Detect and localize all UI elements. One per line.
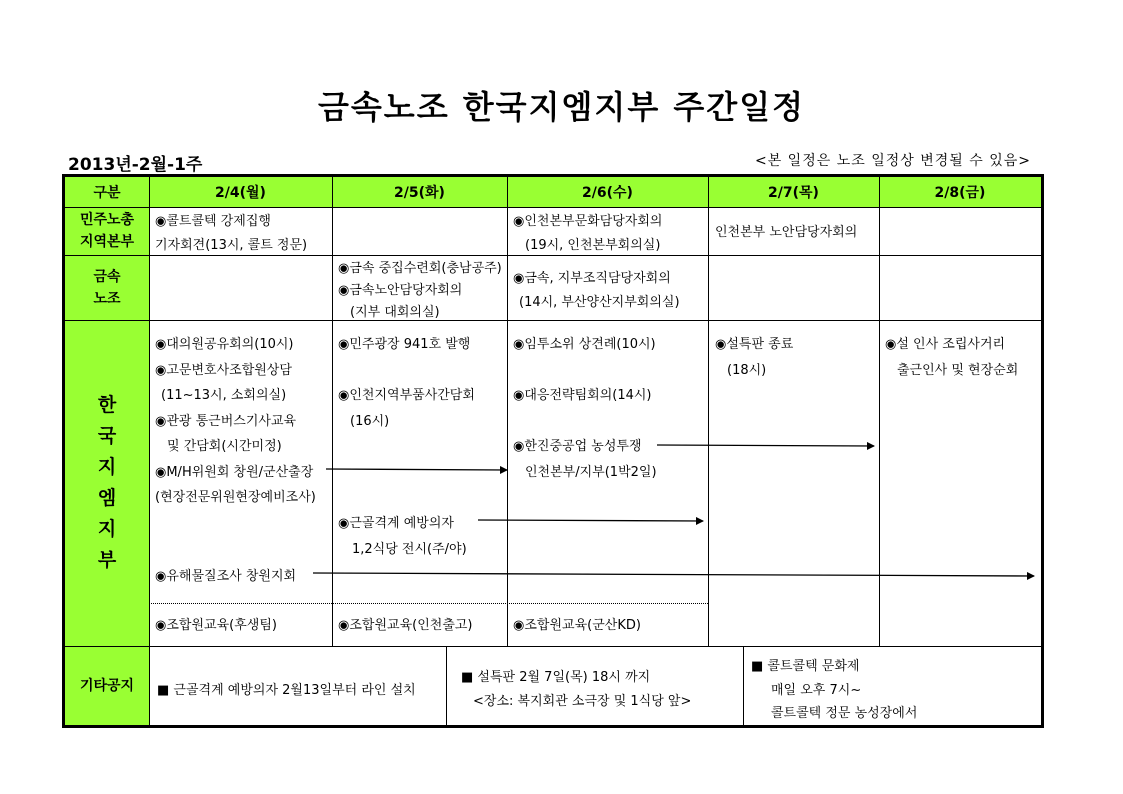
event-text: 및 간담회(시간미정)	[167, 439, 282, 454]
notice-text: ■ 설특판 2월 7일(목) 18시 까지	[461, 670, 651, 685]
notice-text: 콜트콜텍 정문 농성장에서	[771, 706, 918, 721]
week-label: 2013년-2월-1주	[68, 155, 203, 175]
event-text: 인천본부/지부(1박2일)	[525, 465, 657, 480]
header-day-fri: 2/8(금)	[879, 177, 1041, 207]
event-text: ◉근골격계 예방의자	[338, 516, 454, 531]
event-text: (현장전문위원현장예비조사)	[155, 490, 316, 505]
event-text: (지부 대회의실)	[350, 305, 440, 320]
header-day-wed: 2/6(수)	[507, 177, 708, 207]
row-label-line: 기타공지	[79, 677, 135, 694]
arrow-hazard-survey	[313, 573, 1034, 576]
event-text: ◉고문변호사조합원상담	[155, 363, 292, 378]
header-day-mon: 2/4(월)	[149, 177, 332, 207]
event-text: ◉금속 중집수련회(충남공주)	[338, 261, 502, 276]
event-text: 기자회견(13시, 콜트 정문)	[155, 238, 308, 253]
event-text: 인천본부 노안담당자회의	[715, 225, 858, 240]
event-text: ◉민주광장 941호 발행	[338, 337, 471, 352]
schedule-note: <본 일정은 노조 일정상 변경될 수 있음>	[754, 153, 1031, 169]
arrow-chair-exhibit	[478, 520, 703, 521]
event-text: ◉금속, 지부조직담당자회의	[513, 271, 671, 286]
page-title: 금속노조 한국지엠지부 주간일정	[317, 88, 806, 126]
row-label-char: 지	[97, 518, 117, 540]
notice-text: ■ 근골격계 예방의자 2월13일부터 라인 설치	[157, 683, 416, 698]
event-text: ◉대응전략팀회의(14시)	[513, 388, 652, 403]
event-text: ◉유해물질조사 창원지회	[155, 569, 297, 584]
notice-text: ■ 콜트콜텍 문화제	[751, 659, 860, 674]
arrow-mh-committee	[326, 469, 507, 470]
row-label-char: 부	[97, 549, 117, 571]
event-text: ◉대의원공유회의(10시)	[155, 337, 294, 352]
event-text: ◉인천본부문화담당자회의	[513, 214, 663, 229]
event-text: (16시)	[350, 414, 390, 429]
row-label-char: 한	[97, 394, 117, 416]
row-label-char: 지	[97, 456, 117, 478]
header-day-thu: 2/7(목)	[708, 177, 879, 207]
event-text: (11~13시, 소회의실)	[161, 388, 287, 403]
event-text: ◉설 인사 조립사거리	[885, 337, 1006, 352]
event-text: ◉조합원교육(인천출고)	[338, 618, 473, 633]
event-text: (14시, 부산양산지부회의실)	[519, 295, 680, 310]
row-label-line: 민주노총	[79, 212, 135, 228]
event-text: 출근인사 및 현장순회	[897, 363, 1019, 378]
event-text: ◉관광 통근버스기사교육	[155, 414, 297, 429]
event-text: (19시, 인천본부회의실)	[525, 238, 661, 253]
event-text: 1,2식당 전시(주/야)	[352, 542, 467, 557]
event-text: ◉M/H위원회 창원/군산출장	[155, 465, 314, 480]
event-text: ◉한진중공업 농성투쟁	[513, 439, 642, 454]
arrow-hanjin-sit-in	[657, 445, 874, 446]
row-label-line: 노조	[93, 290, 121, 307]
event-text: ◉조합원교육(후생팀)	[155, 618, 277, 633]
event-text: ◉콜트콜텍 강제집행	[155, 214, 271, 229]
event-text: ◉금속노안담당자회의	[338, 283, 463, 298]
row-label-char: 국	[97, 425, 117, 447]
event-text: ◉조합원교육(군산KD)	[513, 618, 641, 633]
header-category: 구분	[65, 177, 149, 207]
header-day-tue: 2/5(화)	[332, 177, 507, 207]
event-text: ◉인천지역부품사간담회	[338, 388, 475, 403]
event-text: ◉설특판 종료	[715, 337, 794, 352]
row-label-line: 지역본부	[79, 234, 135, 250]
row-label-line: 금속	[93, 268, 121, 285]
event-text: (18시)	[727, 363, 767, 378]
notice-text: <장소: 복지회관 소극장 및 1식당 앞>	[473, 694, 692, 709]
event-text: ◉임투소위 상견례(10시)	[513, 337, 656, 352]
row-label-char: 엠	[97, 487, 117, 509]
notice-text: 매일 오후 7시~	[771, 683, 862, 698]
